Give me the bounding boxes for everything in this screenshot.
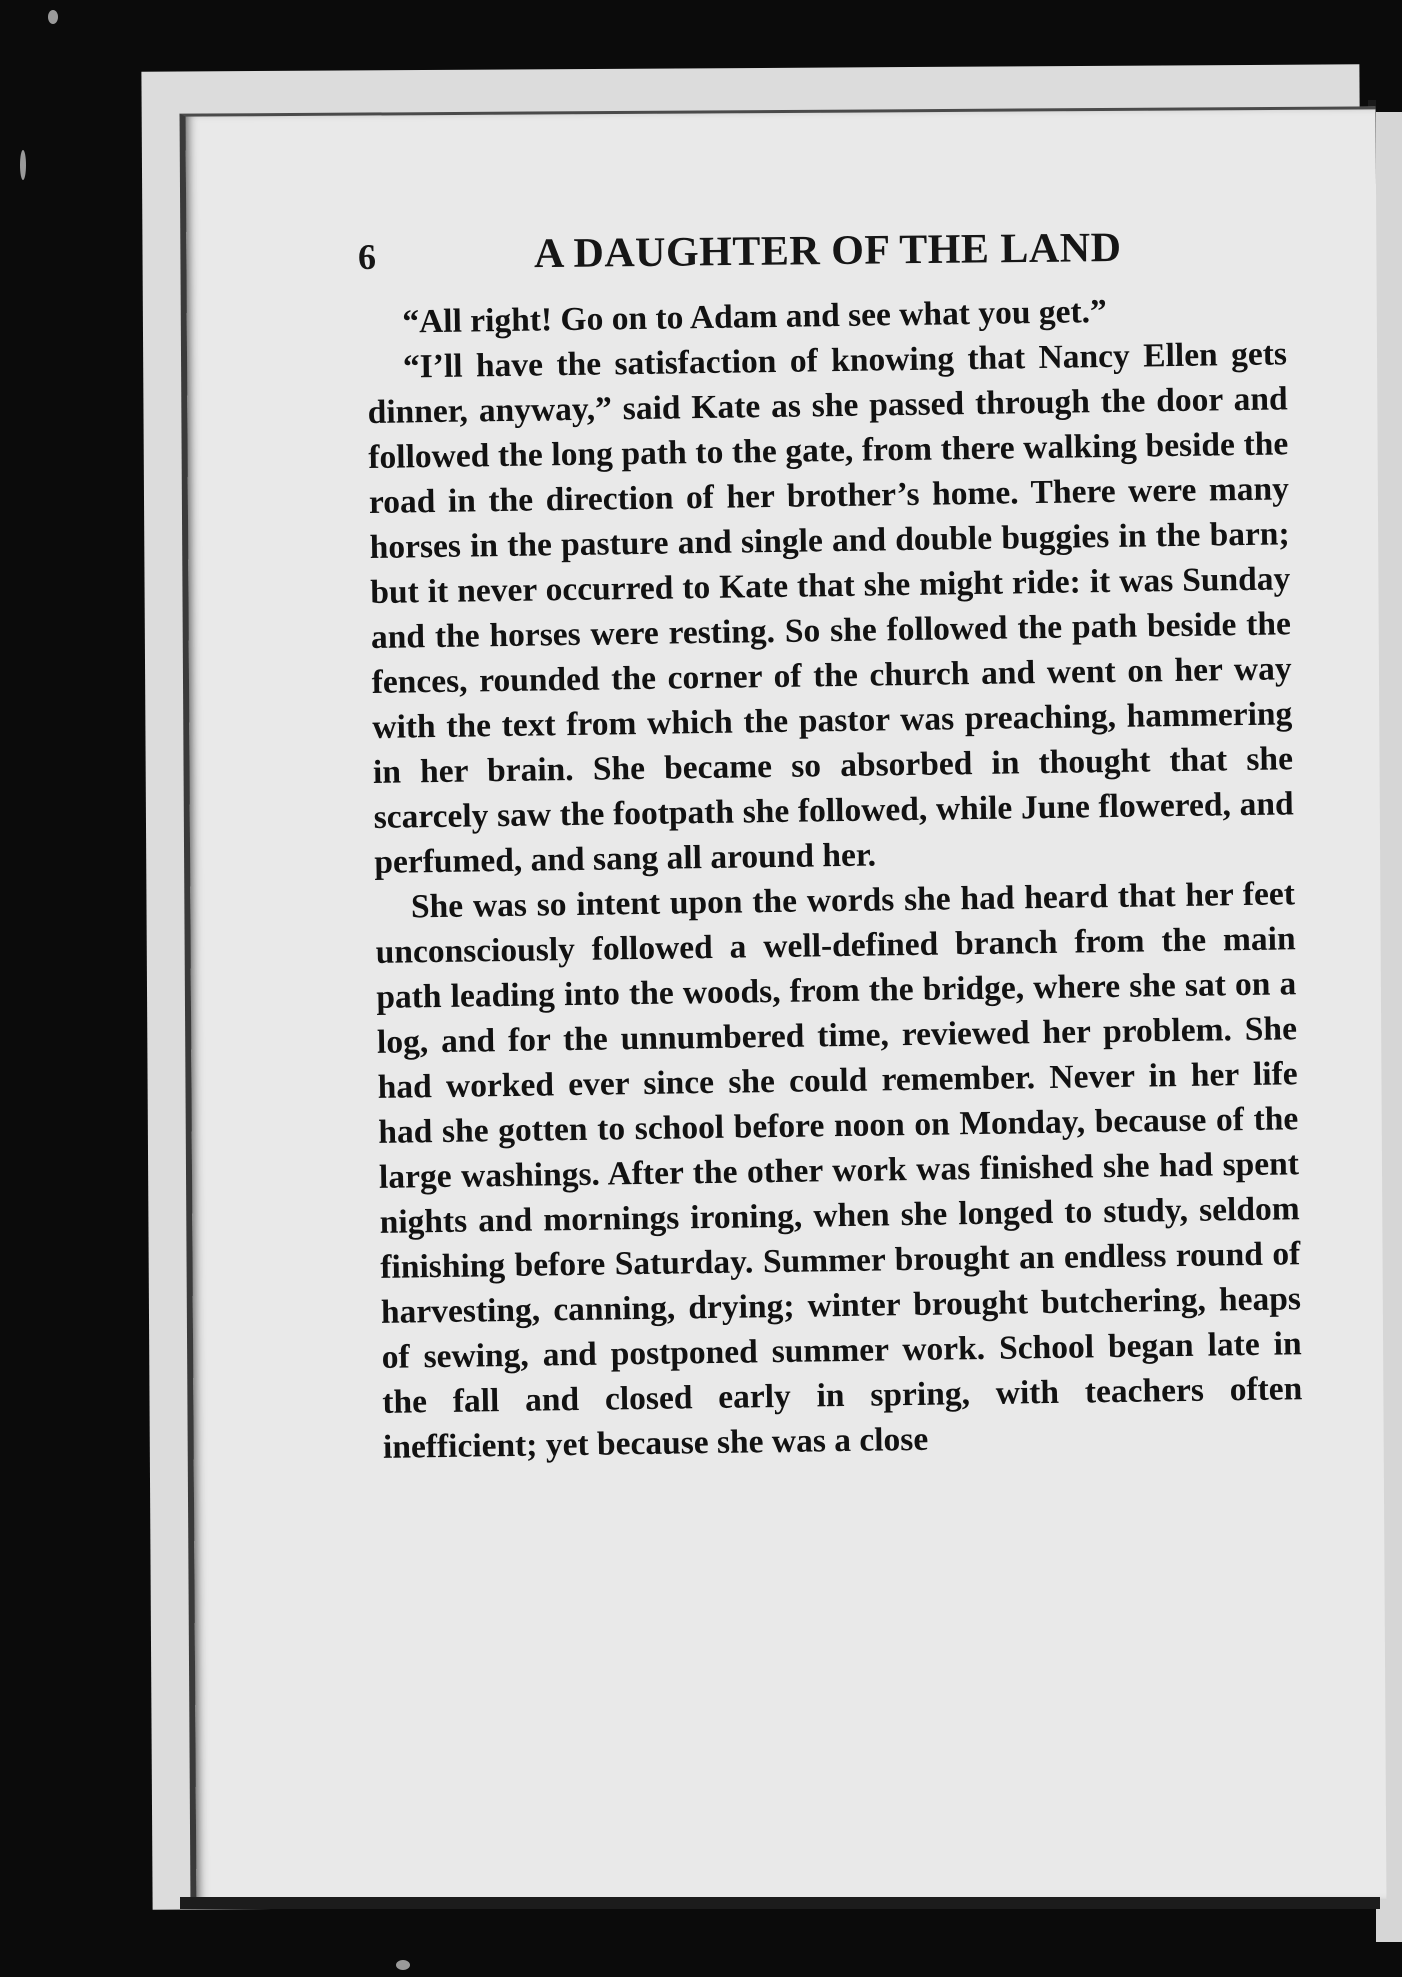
dust-speck [20,150,26,180]
body-text [366,286,1303,1470]
running-title: A DAUGHTER OF THE LAND [533,224,1122,278]
running-head [357,224,1122,282]
paragraph: “I’ll have the satisfaction of knowing that Nancy Ellen gets dinner, anyway,” said Kate as she passed through the door and followed the long path to the gate, from there walking beside the road in the direction of her brother’s home. There were many horses in the pasture and single and double buggies in the barn; but it never occurred to Kate that she might ride: it was Sunday and the horses were resting. So she followed the path beside the fences, rounded the corner of the church and went on her way with the text from which the pastor was preaching, hammering in her brain. She became so absorbed in thought that she scarcely saw the footpath she followed, while June flowered, and perfumed, and sang all around her. [367,335,1294,881]
page-bottom-edge [180,1897,1380,1909]
page-number: 6 [357,236,377,277]
dust-speck [396,1960,410,1970]
paragraph: “All right! Go on to Adam and see what you get.” [402,293,1107,341]
paragraph: She was so intent upon the words she had heard that her feet unconsciously followed a well-defined branch from the main path leading into the woods, from the bridge, where she sat on a log, and for the unnumbered time, reviewed her problem. She had worked ever since she could remember. Never in her life had she gotten to school before noon on Monday, because of the large washings. After the other work was finished she had spent nights and mornings ironing, when she longed to study, seldom finishing before Saturday. Summer brought an endless round of harvesting, canning, drying; winter brought butchering, heaps of sewing, and postponed summer work. School began late in the fall and closed early in spring, with teachers often inefficient; yet because she was a close [375,875,1303,1466]
dust-speck [48,10,58,24]
